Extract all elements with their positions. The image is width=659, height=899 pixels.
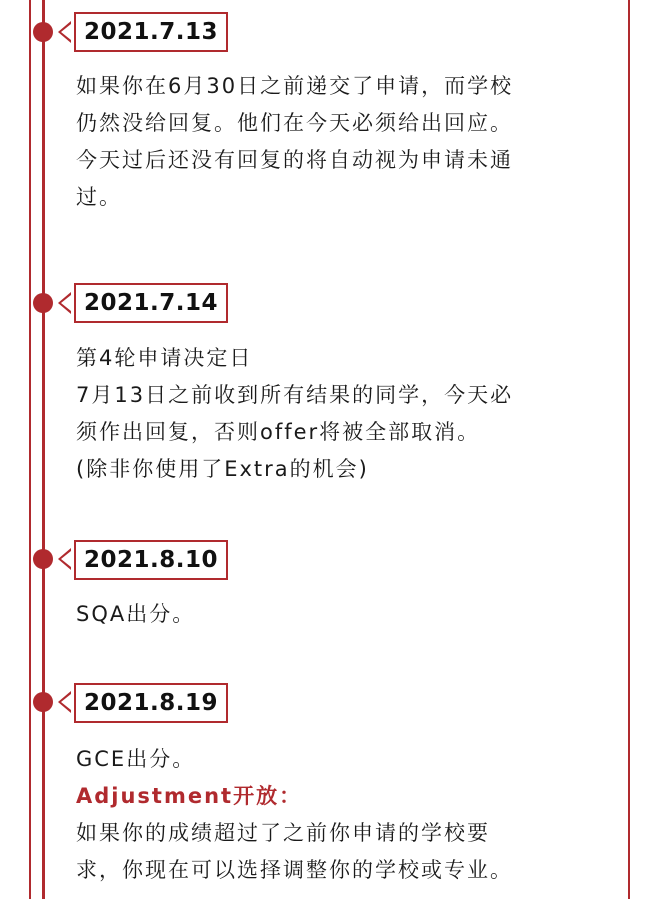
timeline-dot [33, 293, 53, 313]
text-line: 过。 [76, 185, 122, 209]
timeline-pointer [58, 21, 71, 43]
date-label: 2021.8.19 [74, 683, 228, 723]
date-label: 2021.8.10 [74, 540, 228, 580]
text-line: 7月13日之前收到所有结果的同学，今天必 [76, 383, 514, 407]
date-label: 2021.7.13 [74, 12, 228, 52]
timeline-pointer [58, 691, 71, 713]
timeline-dot [33, 692, 53, 712]
timeline-pointer [58, 548, 71, 570]
highlight-heading: Adjustment开放： [76, 784, 303, 808]
text-line: (除非你使用了Extra的机会) [76, 457, 369, 481]
text-line: 仍然没给回复。他们在今天必须给出回应。 [76, 111, 513, 135]
text-line: 第4轮申请决定日 [76, 346, 253, 370]
entry-description [76, 741, 576, 889]
text-line: 须作出回复，否则offer将被全部取消。 [76, 420, 481, 444]
text-line: GCE出分。 [76, 747, 196, 771]
timeline-pointer [58, 292, 71, 314]
text-line: 求，你现在可以选择调整你的学校或专业。 [76, 858, 513, 882]
text-line: 如果你的成绩超过了之前你申请的学校要 [76, 821, 490, 845]
entry-description [76, 68, 576, 216]
text-line: 今天过后还没有回复的将自动视为申请未通 [76, 148, 513, 172]
text-line: SQA出分。 [76, 602, 196, 626]
frame-border-right [628, 0, 630, 899]
entry-description [76, 596, 576, 633]
timeline-dot [33, 549, 53, 569]
frame-border-left [29, 0, 31, 899]
entry-description [76, 340, 576, 488]
timeline-dot [33, 22, 53, 42]
date-label: 2021.7.14 [74, 283, 228, 323]
text-line: 如果你在6月30日之前递交了申请，而学校 [76, 74, 514, 98]
timeline-line [42, 0, 45, 899]
